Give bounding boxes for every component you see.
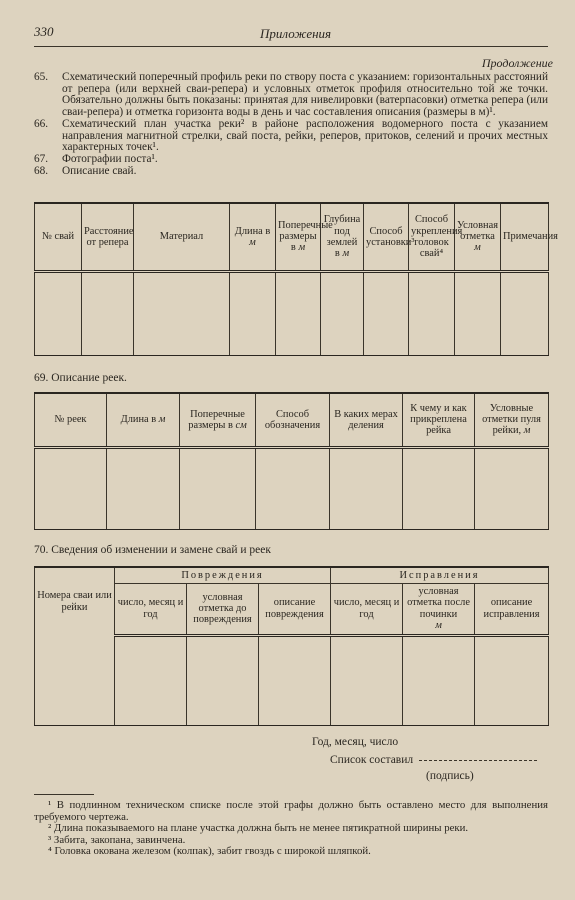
signature-line	[419, 760, 537, 761]
col-header: условная отметка до повреждения	[187, 583, 259, 635]
col-header: условная отметка после починки м	[403, 583, 475, 635]
col-header: число, месяц и год	[115, 583, 187, 635]
col-header: В каких мерах деления	[330, 393, 403, 447]
col-header: Расстояние от репера	[82, 203, 134, 271]
col-header: Способ укрепления головок свай⁴	[409, 203, 455, 271]
col-header: Поперечные размеры в см	[180, 393, 256, 447]
compiled-by: Список составил	[330, 754, 537, 766]
group-header-damage: Повреждения	[115, 567, 331, 583]
date-label: Год, месяц, число	[312, 736, 399, 748]
page-number: 330	[34, 24, 54, 39]
list-item: 67. Фотографии поста¹.	[34, 152, 158, 165]
col-header: описание исправления	[475, 583, 549, 635]
running-title: Приложения	[260, 26, 332, 41]
col-header: Длина в м	[107, 393, 180, 447]
table-row	[35, 447, 549, 529]
col-header: Способ установки³	[364, 203, 409, 271]
col-header: Поперечные размеры в м	[276, 203, 321, 271]
group-header-repair: Исправления	[331, 567, 549, 583]
list-item: 65. Схематический поперечный профиль реки по створу поста с указанием: горизонтальных расстояний от репера (или верхней сваи-репера) и условных отметок профиля относительно той же точки. Обязательно должны быть показаны: принятая для нивелировки (ватерпасовки) отметка репера (или сваи-репера) и отметка горизонта воды в день и час составления описания (размеры в м)¹.	[34, 71, 548, 119]
col-header: № свай	[35, 203, 82, 271]
continuation-label: Продолжение	[481, 56, 553, 70]
col-header: описание повреждения	[259, 583, 331, 635]
col-header: Длина в м	[230, 203, 276, 271]
col-header: Номера сваи или рейки	[35, 567, 115, 635]
header-rule	[34, 46, 548, 47]
section-70-title: 70. Сведения об изменении и замене свай и реек	[34, 544, 271, 556]
footnotes	[34, 800, 548, 858]
col-header: Глубина под землей в м	[321, 203, 364, 271]
table-row	[35, 635, 549, 725]
col-header: число, месяц и год	[331, 583, 403, 635]
table-gauges	[34, 392, 549, 530]
table-piles	[34, 202, 558, 356]
footnote: ² Длина показываемого на плане участка должна быть не менее пятикратной ширины реки.	[48, 822, 469, 835]
footnote: ¹ В подлинном техническом списке после этой графы должно быть оставлено место для выполнения требуемого чертежа.	[34, 799, 548, 823]
numbered-items	[34, 72, 548, 177]
footnote: ⁴ Головка окована железом (колпак), забит гвоздь с широкой шляпкой.	[48, 845, 371, 858]
table-row	[35, 271, 549, 355]
col-header: № реек	[35, 393, 107, 447]
list-item: 66. Схематический план участка реки² в районе расположения водомерного поста с указанием направления магнитной стрелки, свай поста, рейки, реперов, притоков, селений и прочих местных характерных точек¹.	[34, 117, 548, 154]
col-header: Материал	[134, 203, 230, 271]
col-header: Примечания	[501, 203, 549, 271]
section-69-title: 69. Описание реек.	[34, 372, 127, 384]
col-header: Способ обозначения	[256, 393, 330, 447]
list-item: 68. Описание свай.	[34, 164, 137, 177]
col-header: К чему и как прикреплена рейка	[403, 393, 475, 447]
signature-caption: (подпись)	[426, 770, 474, 782]
table-changes	[34, 566, 549, 726]
col-header: Условная отметка м	[455, 203, 501, 271]
footnote: ³ Забита, закопана, завинчена.	[48, 833, 186, 846]
footnote-rule	[34, 794, 94, 795]
col-header: Условные отметки пуля рейки, м	[475, 393, 549, 447]
